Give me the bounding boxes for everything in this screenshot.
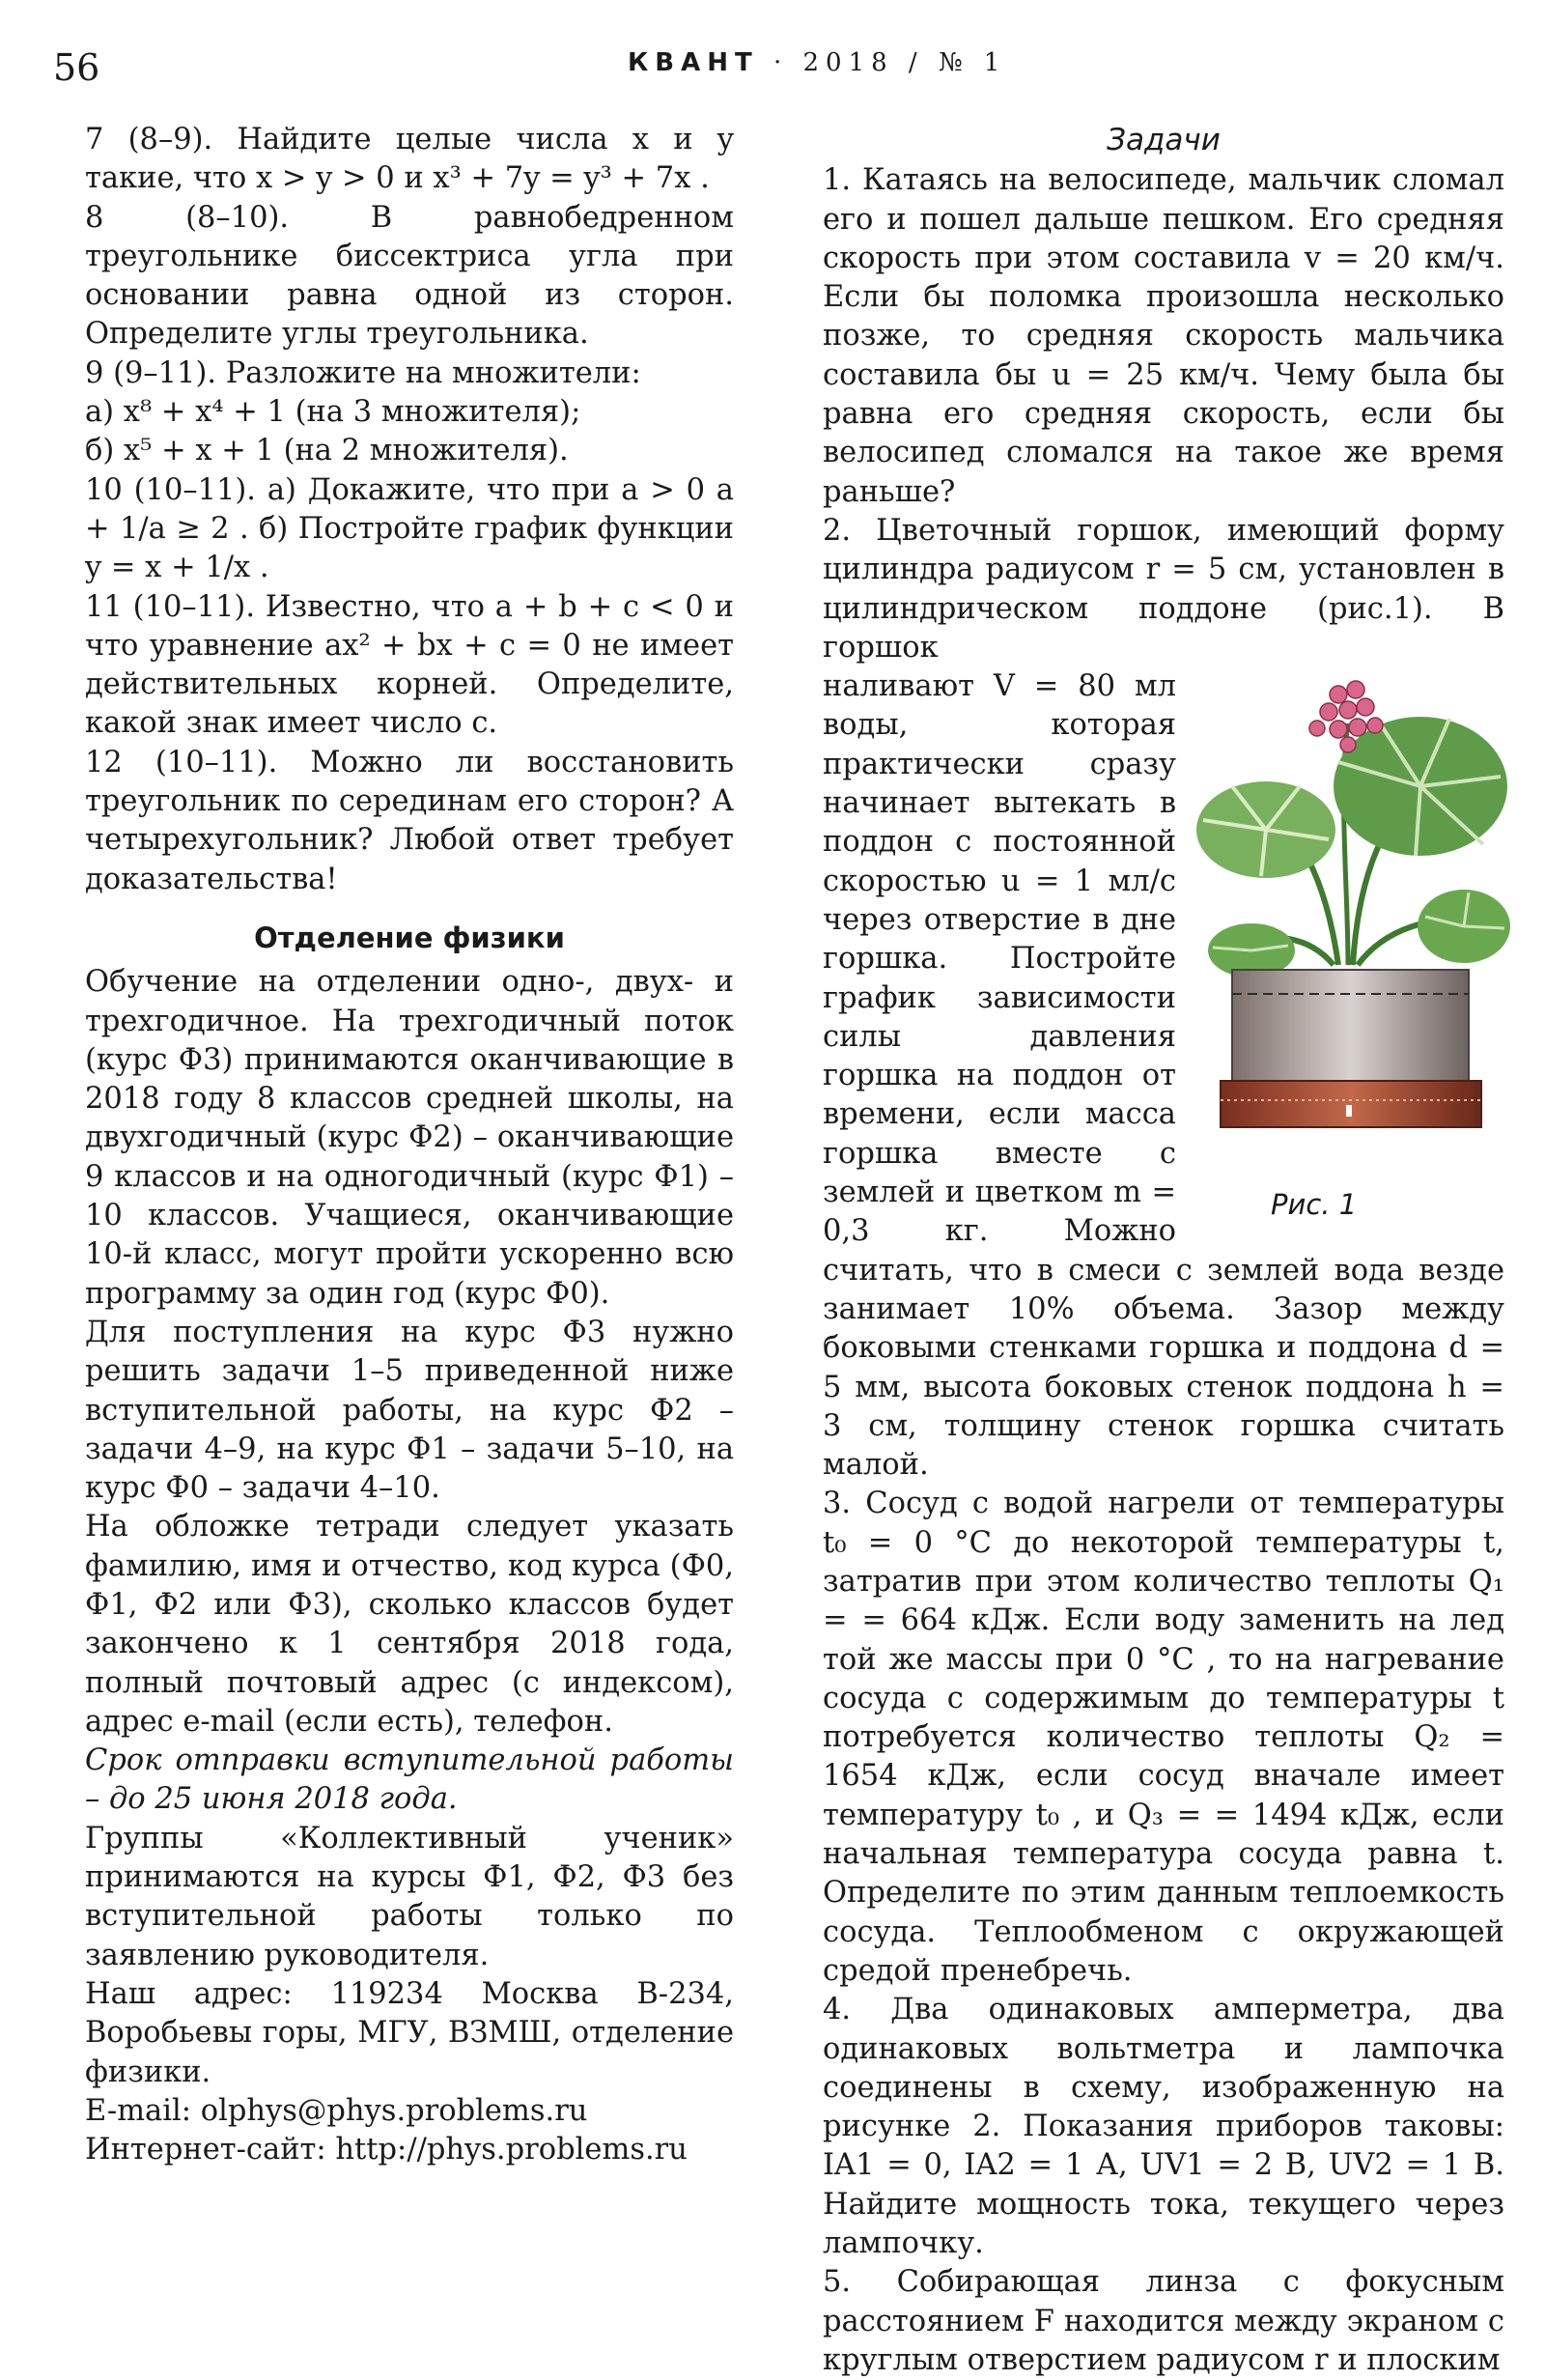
- problem-10: 10 (10–11). а) Докажите, что при a > 0 a + 1/a ≥ 2 . б) Постройте график функции y = x + 1/x .: [85, 472, 734, 585]
- problem-11: 11 (10–11). Известно, что a + b + c < 0 и что уравнение ax² + bx + c = 0 не имеет действительных корней. Определите, какой знак имеет число c.: [85, 589, 734, 741]
- task-2-body: наливают V = 80 мл воды, которая практически сразу начинает вытекать в поддон с постоянной скоростью u = 1 мл/с через отверстие в дне горшка. Постройте график зависимости силы давления горшка на поддон от времени, если масса горшка вместе с землей и цветком m = 0,3 кг. Можно считать, что в смеси с землей вода везде занимает 10% объема. Зазор между боковыми стенками горшка и поддона d = 5 мм, высота боковых стенок поддона h = 3 см, толщину стенок горшка считать малой.: [823, 669, 1504, 1483]
- address: Наш адрес: 119234 Москва В-234, Воробьевы горы, МГУ, ВЗМШ, отделение физики.: [85, 1976, 734, 2089]
- section-para-2: Для поступления на курс Ф3 нужно решить задачи 1–5 приведенной ниже вступительной работы, на курс Ф2 – задачи 4–9, на курс Ф1 – задачи 5–10, на курс Ф0 – задачи 4–10.: [85, 1315, 734, 1506]
- task-5: 5. Собирающая линза с фокусным расстоянием F находится между экраном с круглым отверстием радиусом r и плоским: [823, 2265, 1504, 2377]
- problem-7: 7 (8–9). Найдите целые числа x и y такие, что x > y > 0 и x³ + 7y = y³ + 7x .: [85, 123, 734, 196]
- page-number: 56: [53, 46, 100, 89]
- task-1: 1. Катаясь на велосипеде, мальчик сломал его и пошел дальше пешком. Его средняя скорость при этом составила v = 20 км/ч. Если бы поломка произошла несколько позже, то средняя скорость мальчика составила бы u = 25 км/ч. Чему была бы равна его средняя скорость, если бы велосипед сломался на такое же время раньше?: [823, 163, 1504, 509]
- website-line: Интернет-сайт: http://phys.problems.ru: [85, 2133, 688, 2168]
- running-header: [628, 48, 1006, 77]
- issue-label: · 2018 / № 1: [772, 48, 1007, 77]
- left-column: [85, 121, 734, 2169]
- email-line: E-mail: olphys@phys.problems.ru: [85, 2093, 588, 2128]
- leaf-left: [1196, 781, 1335, 878]
- task-3: 3. Сосуд с водой нагрели от температуры t₀ = 0 °C до некоторой температуры t, затратив при этом количество теплоты Q₁ = = 664 кДж. Если воду заменить на лед той же массы при 0 °C , то на нагревание сосуда с содержимым до температуры t потребуется количество теплоты Q₂ = 1654 кДж, если сосуд вначале имеет температуру t₀ , и Q₃ = = 1494 кДж, если начальная температура сосуда равна t. Определите по этим данным теплоемкость сосуда. Теплообменом с окружающей средой пренебречь.: [823, 1487, 1504, 1988]
- pot-tray: [1221, 1081, 1481, 1127]
- flower-pot-illustration: [1194, 675, 1512, 1177]
- figure-caption: Рис. 1: [1271, 1187, 1358, 1221]
- journal-name: КВАНТ: [628, 48, 759, 77]
- section-para-3: На обложке тетради следует указать фамилию, имя и отчество, код курса (Ф0, Ф1, Ф2 или Ф3), сколько классов будет закончено к 1 сентября 2018 года, полный почтовый адрес (с индексом), адрес e-mail (если есть), телефон.: [85, 1510, 734, 1739]
- section-title: Отделение физики: [254, 921, 565, 954]
- task-2-intro: 2. Цветочный горшок, имеющий форму цилиндра радиусом r = 5 см, установлен в цилиндрическом поддоне (рис.1). В горшок: [823, 513, 1504, 665]
- section-para-1: Обучение на отделении одно-, двух- и трехгодичное. На трехгодичный поток (курс Ф3) принимаются оканчивающие в 2018 году 8 классов средней школы, на двухгодичный (курс Ф2) – оканчивающие 9 классов и на одногодичный (курс Ф1) – 10 классов. Учащиеся, оканчивающие 10-й класс, могут пройти ускоренно всю программу за один год (курс Ф0).: [85, 965, 734, 1311]
- leaf-bottom-right: [1418, 890, 1510, 963]
- leaf-large-right: [1334, 717, 1507, 856]
- problem-8: 8 (8–10). В равнобедренном треугольнике биссектриса угла при основании равна одной из сторон. Определите углы треугольника.: [85, 200, 734, 352]
- tasks-title: Задачи: [1107, 123, 1221, 157]
- problem-9: 9 (9–11). Разложите на множители:: [85, 355, 641, 390]
- section-para-5: Группы «Коллективный ученик» принимаются на курсы Ф1, Ф2, Ф3 без вступительной работы только по заявлению руководителя.: [85, 1821, 734, 1972]
- problem-12: 12 (10–11). Можно ли восстановить треугольник по серединам его сторон? А четырехугольник? Любой ответ требует доказательства!: [85, 745, 734, 896]
- problem-9b: б) x⁵ + x + 1 (на 2 множителя).: [85, 434, 569, 468]
- problem-9a: а) x⁸ + x⁴ + 1 (на 3 множителя);: [85, 395, 581, 430]
- right-column: [823, 121, 1504, 2380]
- deadline-note: Срок отправки вступительной работы – до 25 июня 2018 года.: [85, 1743, 734, 1817]
- figure-1: [1194, 675, 1512, 1221]
- task-4: 4. Два одинаковых амперметра, два одинаковых вольтметра и лампочка соединены в схему, изображенную на рисунке 2. Показания приборов таковы: IA1 = 0, IA2 = 1 А, UV1 = 2 В, UV2 = 1 В. Найдите мощность тока, текущего через лампочку.: [823, 1993, 1504, 2261]
